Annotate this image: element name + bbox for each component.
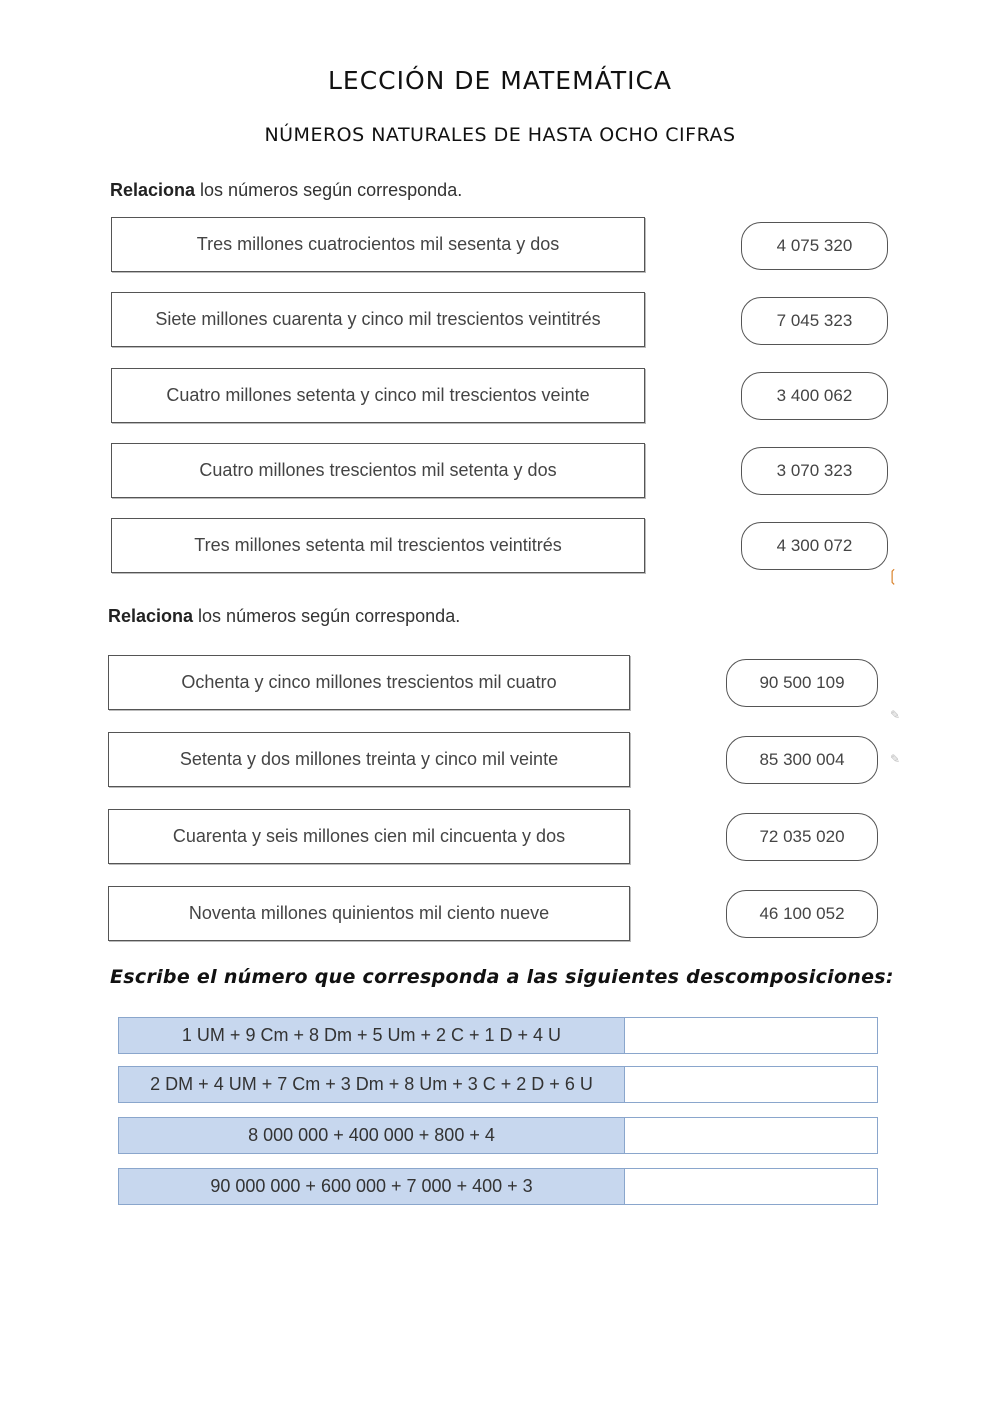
decomp-row <box>118 1168 878 1205</box>
section2-instruction <box>108 606 460 627</box>
section1-number-4[interactable]: 3 070 323 <box>741 447 888 495</box>
decomp-label: 8 000 000 + 400 000 + 800 + 4 <box>119 1118 625 1153</box>
decomp-label: 90 000 000 + 600 000 + 7 000 + 400 + 3 <box>119 1169 625 1204</box>
page-title: LECCIÓN DE MATEMÁTICA <box>327 66 673 95</box>
section1-number-3[interactable]: 3 400 062 <box>741 372 888 420</box>
page-subtitle: NÚMEROS NATURALES DE HASTA OCHO CIFRAS <box>264 124 736 146</box>
decomp-answer-input[interactable] <box>625 1067 877 1102</box>
decomp-answer-input[interactable] <box>625 1118 877 1153</box>
decomp-row <box>118 1017 878 1054</box>
section1-phrase-2[interactable]: Siete millones cuarenta y cinco mil trescientos veintitrés <box>111 292 645 347</box>
section1-number-5[interactable]: 4 300 072 <box>741 522 888 570</box>
section1-instruction-bold: Relaciona <box>110 180 196 200</box>
decomp-answer-input[interactable] <box>625 1169 877 1204</box>
decomp-row <box>118 1117 878 1154</box>
orange-mark-icon: ❲ <box>886 566 900 585</box>
section2-number-3[interactable]: 72 035 020 <box>726 813 878 861</box>
decomp-label: 1 UM + 9 Cm + 8 Dm + 5 Um + 2 C + 1 D + 4 U <box>119 1018 625 1053</box>
section2-number-4[interactable]: 46 100 052 <box>726 890 878 938</box>
section1-phrase-5[interactable]: Tres millones setenta mil trescientos veintitrés <box>111 518 645 573</box>
decomp-row <box>118 1066 878 1103</box>
section2-phrase-1[interactable]: Ochenta y cinco millones trescientos mil cuatro <box>108 655 630 710</box>
section2-number-1[interactable]: 90 500 109 <box>726 659 878 707</box>
section1-number-1[interactable]: 4 075 320 <box>741 222 888 270</box>
section2-instruction-bold: Relaciona <box>108 606 194 626</box>
decomp-label: 2 DM + 4 UM + 7 Cm + 3 Dm + 8 Um + 3 C + 2 D + 6 U <box>119 1067 625 1102</box>
section1-number-2[interactable]: 7 045 323 <box>741 297 888 345</box>
section2-number-2[interactable]: 85 300 004 <box>726 736 878 784</box>
section2-instruction-rest: los números según corresponda. <box>193 606 461 626</box>
section1-instruction-rest: los números según corresponda. <box>195 180 463 200</box>
section2-phrase-4[interactable]: Noventa millones quinientos mil ciento nueve <box>108 886 630 941</box>
section2-phrase-3[interactable]: Cuarenta y seis millones cien mil cincuenta y dos <box>108 809 630 864</box>
section1-phrase-1[interactable]: Tres millones cuatrocientos mil sesenta y dos <box>111 217 645 272</box>
pencil-mark-icon: ✎ <box>890 708 901 722</box>
section1-phrase-4[interactable]: Cuatro millones trescientos mil setenta y dos <box>111 443 645 498</box>
section3-title: Escribe el número que corresponda a las siguientes descomposiciones: <box>110 966 894 988</box>
section1-phrase-3[interactable]: Cuatro millones setenta y cinco mil trescientos veinte <box>111 368 645 423</box>
section2-phrase-2[interactable]: Setenta y dos millones treinta y cinco mil veinte <box>108 732 630 787</box>
decomp-answer-input[interactable] <box>625 1018 877 1053</box>
pencil-mark-icon: ✎ <box>890 752 901 766</box>
section1-instruction <box>110 180 462 201</box>
